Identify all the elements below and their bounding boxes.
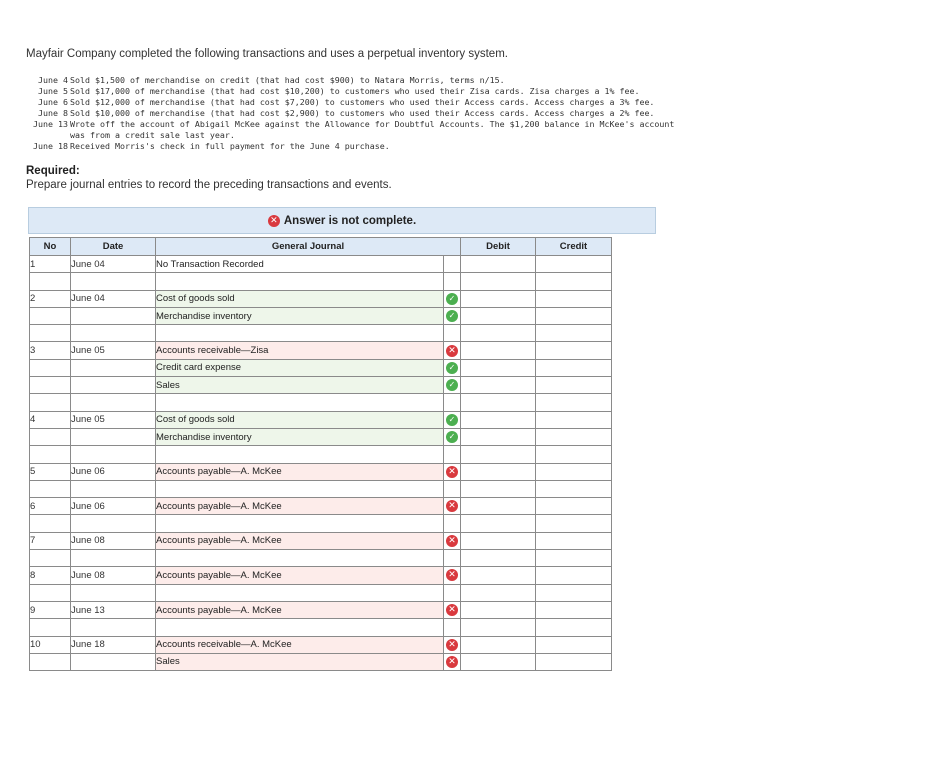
- validation-mark: [444, 359, 461, 376]
- incorrect-icon: ✕: [446, 656, 458, 668]
- journal-row: [30, 550, 612, 567]
- debit-field[interactable]: [461, 550, 536, 567]
- entry-number: [30, 584, 71, 601]
- check-icon: ✓: [446, 431, 458, 443]
- transaction-line: [26, 141, 746, 152]
- journal-row: [30, 428, 612, 445]
- entry-date: [71, 550, 156, 567]
- entry-number: [30, 428, 71, 445]
- validation-mark: [444, 532, 461, 549]
- debit-field[interactable]: [461, 394, 536, 411]
- account-field[interactable]: Sales: [156, 377, 444, 394]
- validation-mark: [444, 325, 461, 342]
- credit-field[interactable]: [536, 532, 612, 549]
- entry-date: June 04: [71, 290, 156, 307]
- debit-field[interactable]: [461, 463, 536, 480]
- credit-field[interactable]: [536, 636, 612, 653]
- credit-field[interactable]: [536, 446, 612, 463]
- account-field[interactable]: Accounts receivable—Zisa: [156, 342, 444, 359]
- entry-date: June 08: [71, 532, 156, 549]
- entry-number: [30, 446, 71, 463]
- journal-row: [30, 515, 612, 532]
- validation-mark: [444, 480, 461, 497]
- entry-date: [71, 584, 156, 601]
- entry-date: June 04: [71, 256, 156, 273]
- journal-row: [30, 307, 612, 324]
- account-field[interactable]: [156, 394, 444, 411]
- entry-number: [30, 394, 71, 411]
- entry-date: [71, 359, 156, 376]
- entry-date: [71, 307, 156, 324]
- answer-status-text: Answer is not complete.: [283, 214, 417, 227]
- problem-intro: Mayfair Company completed the following transactions and uses a perpetual inventory system.: [26, 48, 508, 60]
- transaction-text: Sold $12,000 of merchandise (that had cost $7,200) to customers who used their Access cards. Access charges a 3% fee.: [70, 97, 655, 107]
- header-no: No: [30, 238, 71, 256]
- transaction-line: [26, 97, 746, 108]
- validation-mark: [444, 515, 461, 532]
- incorrect-icon: ✕: [446, 345, 458, 357]
- account-field[interactable]: Accounts payable—A. McKee: [156, 601, 444, 618]
- transaction-text: Sold $1,500 of merchandise on credit (that had cost $900) to Natara Morris, terms n/15.: [70, 75, 505, 85]
- header-general-journal: General Journal: [156, 238, 461, 256]
- debit-field[interactable]: [461, 446, 536, 463]
- transaction-line: [26, 75, 746, 86]
- journal-row: [30, 584, 612, 601]
- debit-field[interactable]: [461, 307, 536, 324]
- check-icon: ✓: [446, 310, 458, 322]
- entry-number: 1: [30, 256, 71, 273]
- validation-mark: [444, 377, 461, 394]
- entry-number: [30, 377, 71, 394]
- journal-row: [30, 636, 612, 653]
- debit-field[interactable]: [461, 515, 536, 532]
- debit-field[interactable]: [461, 273, 536, 290]
- journal-row: [30, 498, 612, 515]
- account-field[interactable]: [156, 550, 444, 567]
- required-label: Required:: [26, 165, 80, 177]
- validation-mark: [444, 498, 461, 515]
- validation-mark: [444, 394, 461, 411]
- entry-date: June 05: [71, 342, 156, 359]
- debit-field[interactable]: [461, 653, 536, 670]
- entry-date: June 05: [71, 411, 156, 428]
- incorrect-icon: ✕: [268, 215, 280, 227]
- journal-row: [30, 411, 612, 428]
- entry-number: 10: [30, 636, 71, 653]
- incorrect-icon: ✕: [446, 500, 458, 512]
- credit-field[interactable]: [536, 567, 612, 584]
- account-field[interactable]: Accounts payable—A. McKee: [156, 463, 444, 480]
- entry-number: [30, 550, 71, 567]
- transaction-date: June 4: [38, 75, 68, 85]
- debit-field[interactable]: [461, 619, 536, 636]
- entry-number: 4: [30, 411, 71, 428]
- entry-number: [30, 325, 71, 342]
- debit-field[interactable]: [461, 290, 536, 307]
- entry-number: 6: [30, 498, 71, 515]
- validation-mark: [444, 636, 461, 653]
- journal-row: [30, 567, 612, 584]
- account-field[interactable]: No Transaction Recorded: [156, 256, 444, 273]
- journal-row: [30, 325, 612, 342]
- entry-date: June 08: [71, 567, 156, 584]
- journal-row: [30, 480, 612, 497]
- credit-field[interactable]: [536, 550, 612, 567]
- incorrect-icon: ✕: [446, 535, 458, 547]
- account-field[interactable]: [156, 325, 444, 342]
- transaction-date: June 6: [38, 97, 68, 107]
- entry-number: 2: [30, 290, 71, 307]
- account-field[interactable]: Accounts receivable—A. McKee: [156, 636, 444, 653]
- credit-field[interactable]: [536, 342, 612, 359]
- credit-field[interactable]: [536, 325, 612, 342]
- account-field[interactable]: Sales: [156, 653, 444, 670]
- journal-row: [30, 394, 612, 411]
- debit-field[interactable]: [461, 325, 536, 342]
- entry-date: June 18: [71, 636, 156, 653]
- debit-field[interactable]: [461, 428, 536, 445]
- required-text: Prepare journal entries to record the preceding transactions and events.: [26, 179, 392, 191]
- account-field[interactable]: Accounts payable—A. McKee: [156, 532, 444, 549]
- credit-field[interactable]: [536, 411, 612, 428]
- debit-field[interactable]: [461, 377, 536, 394]
- debit-field[interactable]: [461, 532, 536, 549]
- journal-row: [30, 342, 612, 359]
- credit-field[interactable]: [536, 428, 612, 445]
- transaction-line: [26, 108, 746, 119]
- transaction-text: Wrote off the account of Abigail McKee against the Allowance for Doubtful Accounts. The $1,200 balance in McKee's account was from a credit sale last year.: [70, 119, 675, 140]
- journal-row: [30, 619, 612, 636]
- entry-number: 8: [30, 567, 71, 584]
- validation-mark: [444, 256, 461, 273]
- entry-number: [30, 515, 71, 532]
- credit-field[interactable]: [536, 515, 612, 532]
- validation-mark: [444, 428, 461, 445]
- transaction-text: Sold $10,000 of merchandise (that had cost $2,900) to customers who used their Access cards. Access charges a 2% fee.: [70, 108, 655, 118]
- entry-date: [71, 619, 156, 636]
- account-field[interactable]: [156, 273, 444, 290]
- credit-field[interactable]: [536, 256, 612, 273]
- debit-field[interactable]: [461, 567, 536, 584]
- account-field[interactable]: Merchandise inventory: [156, 307, 444, 324]
- entry-number: 7: [30, 532, 71, 549]
- account-field[interactable]: Cost of goods sold: [156, 290, 444, 307]
- validation-mark: [444, 601, 461, 618]
- journal-row: [30, 463, 612, 480]
- credit-field[interactable]: [536, 307, 612, 324]
- debit-field[interactable]: [461, 342, 536, 359]
- entry-date: June 13: [71, 601, 156, 618]
- check-icon: ✓: [446, 379, 458, 391]
- entry-date: [71, 653, 156, 670]
- account-field[interactable]: [156, 480, 444, 497]
- journal-row: [30, 653, 612, 670]
- transaction-text: Sold $17,000 of merchandise (that had cost $10,200) to customers who used their Zisa cards. Zisa charges a 1% fee.: [70, 86, 640, 96]
- debit-field[interactable]: [461, 480, 536, 497]
- transaction-text: Received Morris's check in full payment for the June 4 purchase.: [70, 141, 390, 151]
- incorrect-icon: ✕: [446, 569, 458, 581]
- entry-date: [71, 394, 156, 411]
- entry-number: [30, 480, 71, 497]
- validation-mark: [444, 463, 461, 480]
- header-debit: Debit: [461, 238, 536, 256]
- credit-field[interactable]: [536, 619, 612, 636]
- incorrect-icon: ✕: [446, 604, 458, 616]
- validation-mark: [444, 567, 461, 584]
- account-field[interactable]: Cost of goods sold: [156, 411, 444, 428]
- entry-date: [71, 377, 156, 394]
- credit-field[interactable]: [536, 377, 612, 394]
- validation-mark: [444, 273, 461, 290]
- validation-mark: [444, 550, 461, 567]
- validation-mark: [444, 307, 461, 324]
- journal-row: [30, 532, 612, 549]
- journal-table: [29, 237, 612, 671]
- validation-mark: [444, 619, 461, 636]
- credit-field[interactable]: [536, 584, 612, 601]
- entry-date: June 06: [71, 463, 156, 480]
- credit-field[interactable]: [536, 273, 612, 290]
- transaction-line: [26, 86, 746, 97]
- account-field[interactable]: [156, 584, 444, 601]
- transaction-date: June 8: [38, 108, 68, 118]
- incorrect-icon: ✕: [446, 639, 458, 651]
- credit-field[interactable]: [536, 463, 612, 480]
- credit-field[interactable]: [536, 394, 612, 411]
- entry-date: [71, 515, 156, 532]
- header-date: Date: [71, 238, 156, 256]
- credit-field[interactable]: [536, 498, 612, 515]
- validation-mark: [444, 584, 461, 601]
- validation-mark: [444, 446, 461, 463]
- validation-mark: [444, 653, 461, 670]
- entry-date: [71, 446, 156, 463]
- entry-date: [71, 480, 156, 497]
- transaction-list: [26, 75, 746, 152]
- journal-header-row: [30, 238, 612, 256]
- transaction-date: June 18: [33, 141, 68, 151]
- journal-row: [30, 273, 612, 290]
- account-field[interactable]: [156, 619, 444, 636]
- debit-field[interactable]: [461, 601, 536, 618]
- debit-field[interactable]: [461, 636, 536, 653]
- credit-field[interactable]: [536, 290, 612, 307]
- check-icon: ✓: [446, 293, 458, 305]
- credit-field[interactable]: [536, 359, 612, 376]
- entry-date: [71, 428, 156, 445]
- account-field[interactable]: Accounts payable—A. McKee: [156, 567, 444, 584]
- answer-status-bar: [28, 207, 656, 234]
- account-field[interactable]: Merchandise inventory: [156, 428, 444, 445]
- entry-date: [71, 325, 156, 342]
- transaction-date: June 13: [33, 119, 68, 129]
- entry-number: [30, 619, 71, 636]
- entry-date: June 06: [71, 498, 156, 515]
- entry-number: [30, 653, 71, 670]
- debit-field[interactable]: [461, 498, 536, 515]
- account-field[interactable]: Credit card expense: [156, 359, 444, 376]
- debit-field[interactable]: [461, 256, 536, 273]
- header-credit: Credit: [536, 238, 612, 256]
- account-field[interactable]: [156, 515, 444, 532]
- validation-mark: [444, 342, 461, 359]
- check-icon: ✓: [446, 414, 458, 426]
- transaction-date: June 5: [38, 86, 68, 96]
- journal-row: [30, 601, 612, 618]
- debit-field[interactable]: [461, 584, 536, 601]
- credit-field[interactable]: [536, 480, 612, 497]
- journal-row: [30, 256, 612, 273]
- transaction-line: [26, 119, 746, 141]
- validation-mark: [444, 290, 461, 307]
- entry-number: 9: [30, 601, 71, 618]
- journal-row: [30, 290, 612, 307]
- journal-row: [30, 377, 612, 394]
- credit-field[interactable]: [536, 653, 612, 670]
- entry-number: 5: [30, 463, 71, 480]
- entry-number: [30, 359, 71, 376]
- debit-field[interactable]: [461, 359, 536, 376]
- entry-number: [30, 307, 71, 324]
- validation-mark: [444, 411, 461, 428]
- incorrect-icon: ✕: [446, 466, 458, 478]
- debit-field[interactable]: [461, 411, 536, 428]
- journal-row: [30, 446, 612, 463]
- entry-number: 3: [30, 342, 71, 359]
- entry-date: [71, 273, 156, 290]
- account-field[interactable]: Accounts payable—A. McKee: [156, 498, 444, 515]
- account-field[interactable]: [156, 446, 444, 463]
- journal-row: [30, 359, 612, 376]
- credit-field[interactable]: [536, 601, 612, 618]
- check-icon: ✓: [446, 362, 458, 374]
- entry-number: [30, 273, 71, 290]
